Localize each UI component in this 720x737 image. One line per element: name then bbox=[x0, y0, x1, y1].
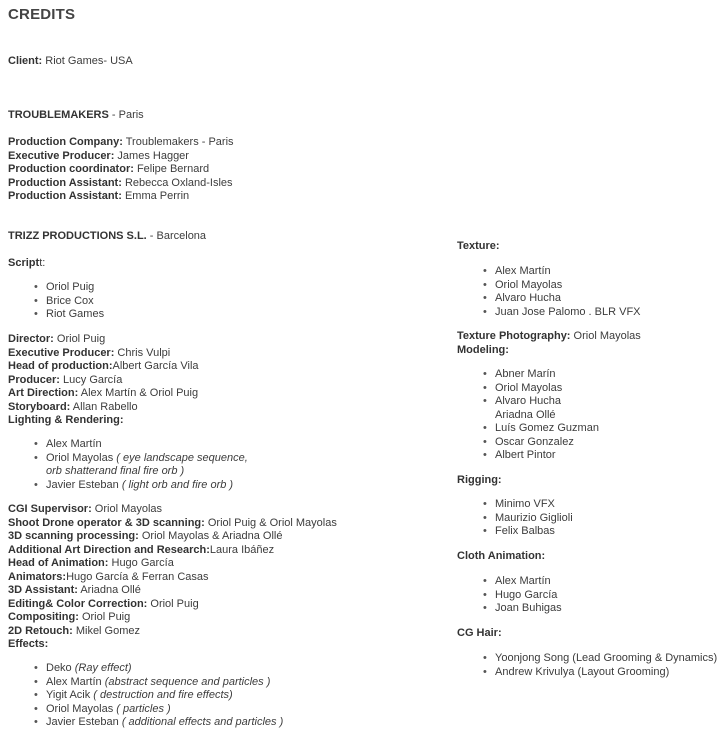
list-item: • Joan Buhigas bbox=[457, 602, 562, 616]
credit-row: Shoot Drone operator & 3D scanning: Oriol Puig & Oriol Mayolas bbox=[8, 516, 337, 529]
list-item: • Andrew Krivulya (Layout Grooming) bbox=[457, 666, 717, 680]
cloth-animation-list bbox=[457, 575, 562, 616]
trizz-heading: TRIZZ PRODUCTIONS S.L. - Barcelona bbox=[8, 230, 207, 242]
credit-row: Art Direction: Alex Martín & Oriol Puig bbox=[8, 387, 199, 399]
list-item: • Oriol Mayolas bbox=[457, 279, 641, 293]
list-item: • Juan Jose Palomo . BLR VFX bbox=[457, 306, 641, 320]
credit-row: 3D scanning processing: Oriol Mayolas & Ariadna Ollé bbox=[8, 530, 283, 542]
trizz-credits-1 bbox=[8, 333, 199, 428]
trizz-credits-2 bbox=[8, 503, 337, 652]
effects-list bbox=[8, 662, 283, 730]
troublemakers-credits bbox=[8, 136, 234, 204]
credit-row: Compositing: Oriol Puig bbox=[8, 611, 131, 623]
lighting-list bbox=[8, 438, 248, 492]
list-item: • Abner Marín bbox=[457, 368, 599, 382]
cloth-animation-heading: Cloth Animation: bbox=[457, 550, 546, 562]
credit-row: Head of production:Albert García Vila bbox=[8, 360, 199, 372]
list-item: • Deko (Ray effect) bbox=[8, 662, 283, 676]
credit-row: 3D Assistant: Ariadna Ollé bbox=[8, 584, 141, 596]
credit-row: 2D Retouch: Mikel Gomez bbox=[8, 624, 141, 637]
list-item: • Oriol Mayolas bbox=[457, 382, 599, 396]
modeling-list bbox=[457, 368, 599, 463]
list-item: • Alex Martín (abstract sequence and particles ) bbox=[8, 676, 283, 690]
list-item: • Maurizio Giglioli bbox=[457, 512, 573, 526]
rigging-heading: Rigging: bbox=[457, 474, 502, 486]
credit-row: Executive Producer: Chris Vulpi bbox=[8, 346, 171, 359]
list-item: • Minimo VFX bbox=[457, 498, 573, 512]
credit-row: CGI Supervisor: Oriol Mayolas bbox=[8, 503, 163, 515]
script-list bbox=[8, 281, 104, 322]
list-item: • Oriol Mayolas ( particles ) bbox=[8, 703, 283, 717]
credit-row: Production Company: Troublemakers - Paris bbox=[8, 136, 234, 148]
list-item: • Riot Games bbox=[8, 308, 104, 322]
texture-heading: Texture: bbox=[457, 240, 500, 252]
texture-list bbox=[457, 265, 641, 319]
list-item: • Alvaro Hucha bbox=[457, 292, 641, 306]
credit-row: Production coordinator: Felipe Bernard bbox=[8, 163, 210, 175]
list-item: • Yoonjong Song (Lead Grooming & Dynamics) bbox=[457, 652, 717, 666]
rigging-list bbox=[457, 498, 573, 539]
list-item: • Albert Pintor bbox=[457, 449, 599, 463]
credit-row: Lighting & Rendering: bbox=[8, 414, 124, 426]
credit-row: Production Assistant: Rebecca Oxland-Isles bbox=[8, 176, 233, 189]
list-item: • Felix Balbas bbox=[457, 525, 573, 539]
list-item: • Javier Esteban ( light orb and fire orb ) bbox=[8, 479, 248, 493]
troublemakers-heading: TROUBLEMAKERS - Paris bbox=[8, 109, 144, 121]
credit-row: Editing& Color Correction: Oriol Puig bbox=[8, 597, 199, 610]
list-item: • Javier Esteban ( additional effects and particles ) bbox=[8, 716, 283, 730]
client-value: Riot Games- USA bbox=[42, 55, 133, 67]
list-item: • Oriol Puig bbox=[8, 281, 104, 295]
credit-row: Production Assistant: Emma Perrin bbox=[8, 190, 190, 202]
list-item: • Alvaro Hucha bbox=[457, 395, 599, 409]
list-item: • Oscar Gonzalez bbox=[457, 436, 599, 450]
list-item: • Luís Gomez Guzman bbox=[457, 422, 599, 436]
credit-row: Head of Animation: Hugo García bbox=[8, 557, 174, 569]
client-label: Client: bbox=[8, 55, 43, 67]
list-item: • Brice Cox bbox=[8, 295, 104, 309]
list-item: • Oriol Mayolas ( eye landscape sequence, bbox=[8, 452, 248, 466]
credit-row: Executive Producer: James Hagger bbox=[8, 149, 189, 162]
list-item: • Hugo García bbox=[457, 589, 562, 603]
page-title: CREDITS bbox=[8, 6, 76, 23]
credit-row: Storyboard: Allan Rabello bbox=[8, 400, 138, 413]
script-heading: Scriptt: bbox=[8, 257, 46, 269]
client-line bbox=[8, 55, 133, 69]
credit-row: Animators:Hugo García & Ferran Casas bbox=[8, 570, 209, 583]
list-item: Ariadna Ollé bbox=[495, 408, 556, 421]
credit-row: Additional Art Direction and Research:Laura Ibáñez bbox=[8, 543, 275, 556]
list-item: orb shatterand final fire orb ) bbox=[46, 465, 185, 477]
list-item: • Alex Martín bbox=[457, 265, 641, 279]
list-item: • Alex Martín bbox=[8, 438, 248, 452]
list-item: • Yigit Acik ( destruction and fire effects) bbox=[8, 689, 283, 703]
texture-photography-line: Texture Photography: Oriol Mayolas bbox=[457, 330, 641, 342]
credit-row: Effects: bbox=[8, 638, 49, 650]
credit-row: Producer: Lucy García bbox=[8, 373, 123, 386]
cg-hair-heading: CG Hair: bbox=[457, 627, 502, 639]
cg-hair-list bbox=[457, 652, 717, 679]
list-item: • Alex Martín bbox=[457, 575, 562, 589]
credit-row: Director: Oriol Puig bbox=[8, 333, 106, 345]
modeling-heading: Modeling: bbox=[457, 344, 509, 356]
